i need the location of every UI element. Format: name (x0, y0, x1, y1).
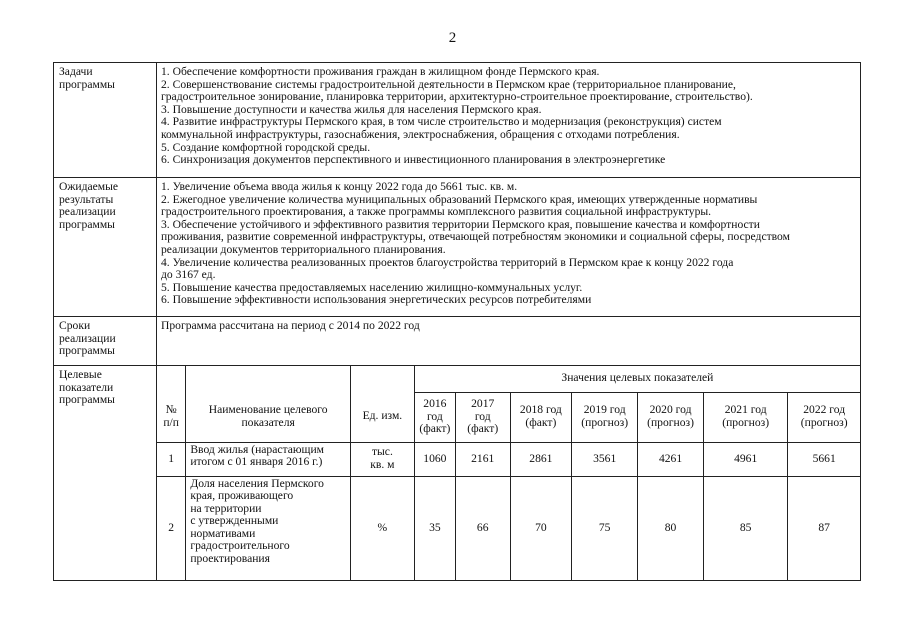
indicators-header-bottom (157, 392, 860, 442)
value-2019: 3561 (572, 442, 638, 476)
name-line: Доля населения Пермского (190, 476, 324, 490)
task-line: 4. Развитие инфраструктуры Пермского края, в том числе строительство и модернизация (реконструкция) систем (161, 115, 722, 129)
period-label (54, 317, 157, 366)
table-row (157, 442, 860, 476)
value-2017: 66 (455, 476, 510, 580)
year-header-2022 (788, 392, 860, 442)
value-2019: 75 (572, 476, 638, 580)
label-line: Задачи (59, 65, 93, 78)
value-2022: 5661 (788, 442, 860, 476)
col-unit-header: Ед. изм. (350, 392, 414, 442)
page-number: 2 (448, 30, 457, 46)
name-line: на территории (190, 501, 262, 515)
results-row (54, 178, 861, 317)
name-line: Ввод жилья (нарастающим (190, 442, 325, 456)
col-num-header (157, 392, 186, 442)
header-line: показателя (241, 415, 295, 429)
indicators-content (157, 366, 861, 581)
value-2017: 2161 (455, 442, 510, 476)
indicators-row (54, 366, 861, 581)
year-header-2021 (703, 392, 787, 442)
indicator-name (186, 476, 351, 580)
year-header-2019 (572, 392, 638, 442)
header-line: (факт) (419, 422, 451, 436)
indicators-label (54, 366, 157, 581)
year-header-2020 (638, 392, 704, 442)
results-content (157, 178, 861, 317)
value-2021: 4961 (703, 442, 787, 476)
year-header-2017 (455, 392, 510, 442)
header-line: 2018 год (519, 403, 562, 417)
name-line: градостроительного (190, 539, 290, 553)
value-2018: 2861 (510, 442, 572, 476)
label-line: Целевые (59, 368, 102, 381)
tasks-content (157, 63, 861, 178)
result-line: реализации документов территориального планирования. (161, 242, 446, 256)
label-line: показатели (59, 380, 114, 394)
task-line: 2. Совершенствование системы градостроительной деятельности в Пермском крае (территориальное планирование, (161, 77, 736, 91)
task-line: коммунальной инфраструктуры, газоснабжения, электроснабжения, обращения с отходами потребления. (161, 127, 680, 141)
header-line: 2021 год (724, 403, 767, 417)
task-line: 1. Обеспечение комфортности проживания граждан в жилищном фонде Пермского края. (161, 65, 600, 78)
header-line: (прогноз) (647, 416, 694, 429)
tasks-row (54, 63, 861, 178)
row-number: 1 (157, 442, 186, 476)
unit-line: тыс. (371, 445, 393, 459)
program-passport-table (53, 62, 861, 581)
header-empty-cell (350, 366, 414, 392)
task-line: 3. Повышение доступности и качества жилья для населения Пермского края. (161, 102, 542, 116)
header-empty-cell (157, 366, 186, 392)
tasks-label (54, 63, 157, 178)
label-line: программы (59, 77, 115, 91)
name-line: проектирования (190, 552, 270, 566)
task-line: 5. Создание комфортной городской среды. (161, 140, 371, 154)
name-line: края, проживающего (190, 489, 294, 503)
header-line: 2017 (471, 397, 495, 411)
col-name-header (186, 392, 351, 442)
value-2022: 87 (788, 476, 860, 580)
header-line: п/п (163, 415, 179, 429)
table-row (157, 476, 860, 580)
header-line: (прогноз) (722, 416, 770, 429)
label-line: программы (59, 217, 115, 231)
header-line: (прогноз) (581, 416, 629, 429)
result-line: 6. Повышение эффективности использования энергетических ресурсов потребителями (161, 293, 592, 307)
values-header: Значения целевых показателей (414, 366, 860, 392)
header-line: 2022 год (803, 403, 846, 417)
period-text: Программа рассчитана на период с 2014 по 2022 год (161, 319, 420, 332)
header-empty-cell (186, 366, 351, 392)
indicator-unit (350, 476, 414, 580)
result-line: 2. Ежегодное увеличение количества муниципальных образований Пермского края, имеющих утвержденные нормативы (161, 192, 758, 206)
label-line: реализации (59, 205, 116, 219)
indicator-name (186, 442, 351, 476)
header-line: (факт) (525, 416, 557, 429)
task-line: градостроительное зонирование, планировка территории, архитектурно-строительное проектирование, строительство). (161, 90, 753, 104)
header-line: год (474, 409, 491, 423)
label-line: программы (59, 344, 115, 358)
value-2018: 70 (510, 476, 572, 580)
indicators-table (157, 366, 860, 580)
task-line: 6. Синхронизация документов перспективного и инвестиционного планирования в электроэнергетике (161, 153, 666, 167)
label-line: Сроки (59, 319, 91, 332)
name-line: итогом с 01 января 2016 г.) (190, 455, 323, 469)
name-line: нормативами (190, 526, 256, 540)
label-line: реализации (59, 331, 116, 345)
value-2016: 1060 (414, 442, 455, 476)
label-line: программы (59, 393, 115, 407)
header-line: год (426, 409, 443, 423)
header-line: (прогноз) (800, 416, 848, 429)
header-line: 2019 год (583, 403, 626, 417)
results-label (54, 178, 157, 317)
year-header-2018 (510, 392, 572, 442)
result-line: до 3167 ед. (161, 268, 216, 282)
result-line: градостроительного проектирования, а также программы комплексного развития социальной инфраструктуры. (161, 205, 712, 219)
value-2020: 4261 (638, 442, 704, 476)
unit-line: кв. м (370, 458, 395, 471)
result-line: 1. Увеличение объема ввода жилья к концу 2022 года до 5661 тыс. кв. м. (161, 180, 518, 193)
value-2016: 35 (414, 476, 455, 580)
row-number: 2 (157, 476, 186, 580)
result-line: проживания, развитие современной инфраструктуры, отвечающей потребностям экономики и социальной сферы, посредством (161, 230, 790, 244)
label-line: Ожидаемые (59, 180, 119, 193)
header-line: 2016 (423, 397, 447, 411)
result-line: 3. Обеспечение устойчивого и эффективного развития территории Пермского края, повышение качества и комфортности (161, 217, 760, 231)
result-line: 5. Повышение качества предоставляемых населению жилищно-коммунальных услуг. (161, 280, 583, 294)
unit-line: % (377, 520, 388, 534)
indicators-header-top (157, 366, 860, 392)
header-line: № (165, 403, 177, 417)
value-2020: 80 (638, 476, 704, 580)
indicator-unit (350, 442, 414, 476)
header-line: 2020 год (649, 403, 692, 417)
period-content (157, 317, 861, 366)
year-header-2016 (414, 392, 455, 442)
result-line: 4. Увеличение количества реализованных проектов благоустройства территорий в Пермском крае к концу 2022 года (161, 255, 734, 269)
name-line: с утвержденными (190, 514, 279, 528)
period-row (54, 317, 861, 366)
label-line: результаты (59, 192, 114, 206)
value-2021: 85 (703, 476, 787, 580)
header-line: Наименование целевого (208, 403, 328, 417)
header-line: (факт) (467, 422, 499, 436)
